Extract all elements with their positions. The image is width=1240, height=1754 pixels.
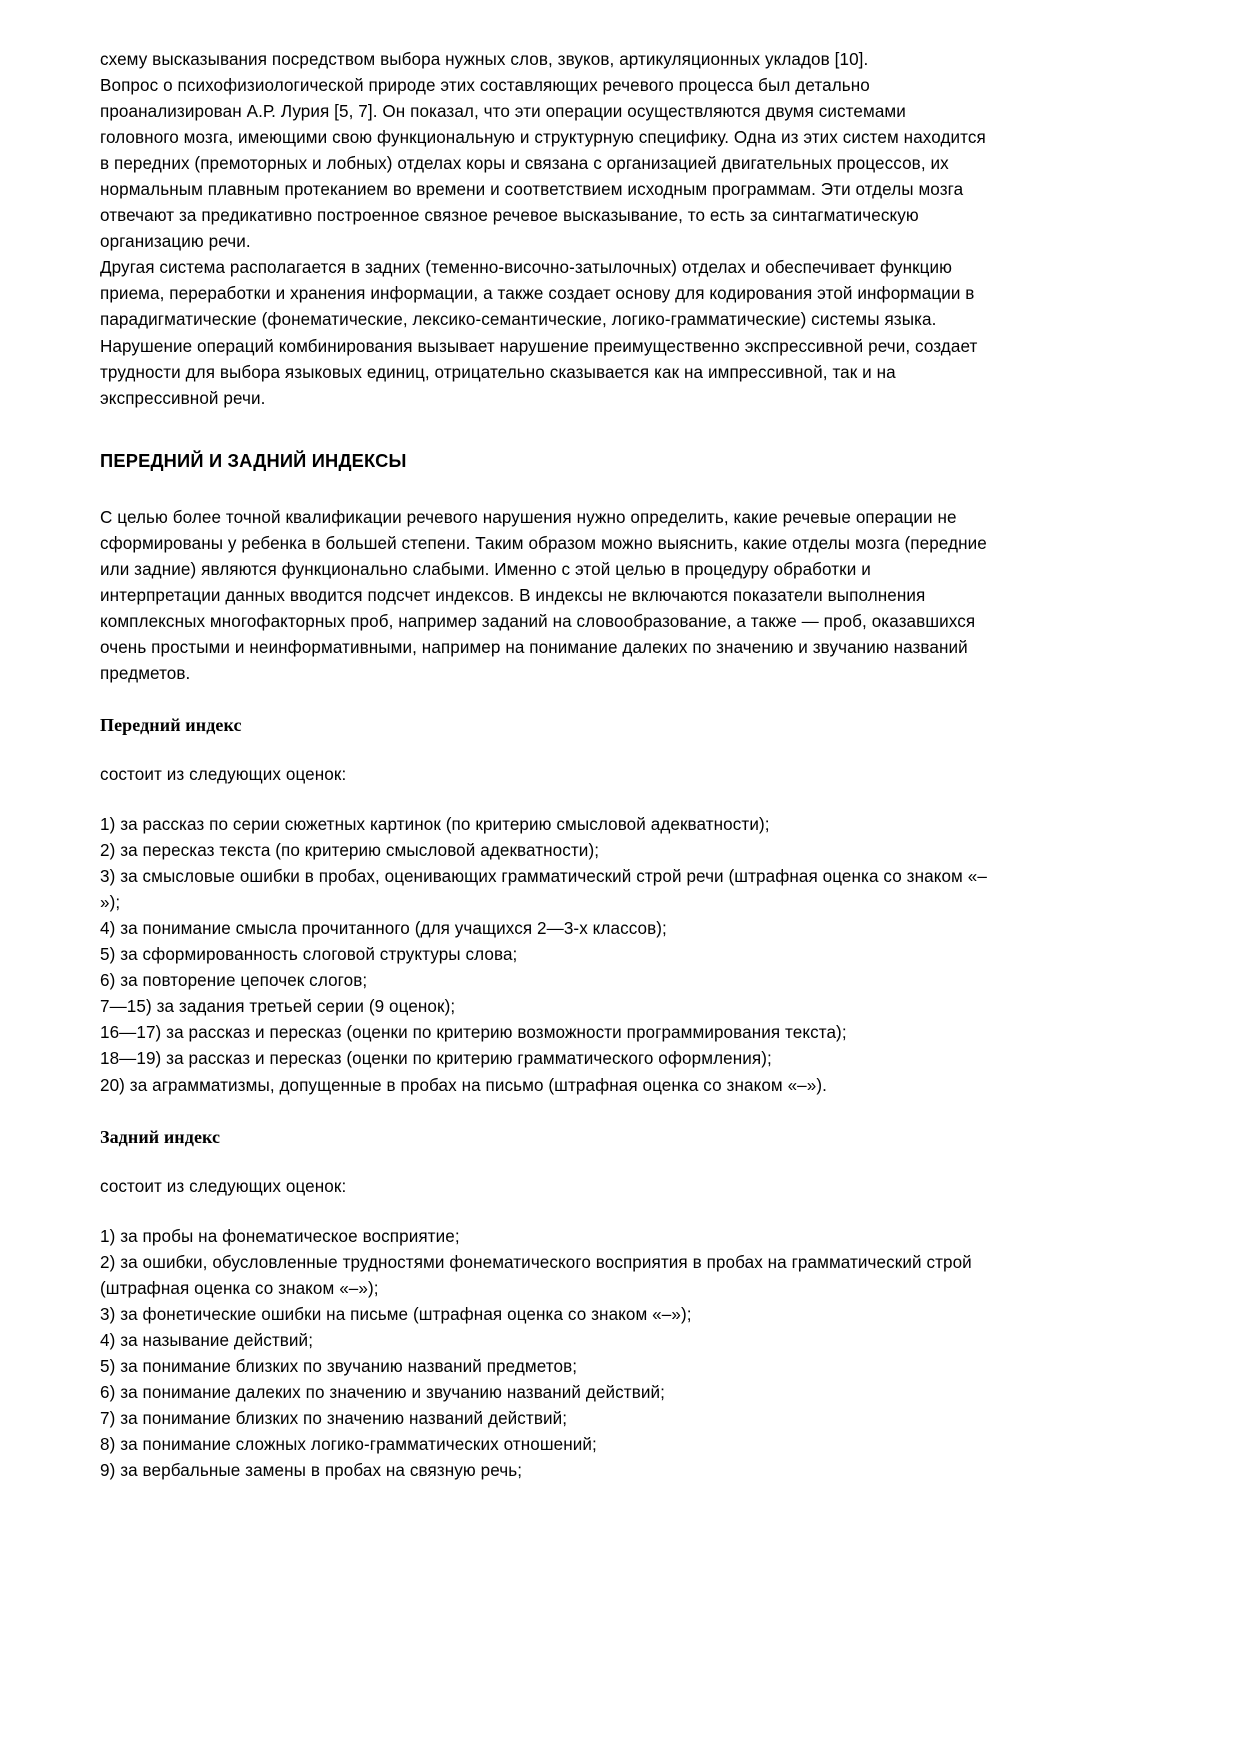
list-item <box>100 1302 1142 1328</box>
list-item <box>100 812 1142 838</box>
text-line: или задние) являются функционально слабыми. Именно с этой целью в процедуру обработки и <box>100 559 871 579</box>
text-line: 6) за понимание далеких по значению и звучанию названий действий; <box>100 1382 665 1402</box>
text-line: 9) за вербальные замены в пробах на связную речь; <box>100 1461 523 1481</box>
list-item <box>100 1046 1142 1072</box>
posterior-index-list <box>100 1224 1142 1484</box>
subheading-anterior-index: Передний индекс <box>100 714 242 735</box>
text-line: 3) за смысловые ошибки в пробах, оценивающих грамматический строй речи (штрафная оценка со знаком «– <box>100 867 987 887</box>
text-line: 20) за аграмматизмы, допущенные в пробах на письмо (штрафная оценка со знаком «–»). <box>100 1075 827 1095</box>
text-line: 2) за ошибки, обусловленные трудностями фонематического восприятия в пробах на грамматический строй <box>100 1252 972 1272</box>
text-line: »); <box>100 893 121 913</box>
text-line: очень простыми и неинформативными, например на понимание далеких по значению и звучанию названий <box>100 637 968 657</box>
text-line: отвечают за предикативно построенное связное речевое высказывание, то есть за синтагматическую <box>100 206 919 226</box>
list-item <box>100 1224 1142 1250</box>
list-item <box>100 1432 1142 1458</box>
text-line: 2) за пересказ текста (по критерию смысловой адекватности); <box>100 841 600 861</box>
text-line: Вопрос о психофизиологической природе этих составляющих речевого процесса был детально <box>100 76 870 96</box>
text-line: 5) за понимание близких по звучанию названий предметов; <box>100 1356 578 1376</box>
text-line: интерпретации данных вводится подсчет индексов. В индексы не включаются показатели выполнения <box>100 585 926 605</box>
text-line: 7) за понимание близких по значению названий действий; <box>100 1408 568 1428</box>
spacer <box>100 1150 1142 1174</box>
text-line: приема, переработки и хранения информации, а также создает основу для кодирования этой информации в <box>100 284 975 304</box>
text-line: Нарушение операций комбинирования вызывает нарушение преимущественно экспрессивной речи, создает <box>100 336 978 356</box>
list-item <box>100 968 1142 994</box>
list-item <box>100 994 1142 1020</box>
text-line: нормальным плавным протеканием во времени и соответствием исходным программам. Эти отделы мозга <box>100 180 964 200</box>
subheading-posterior-index: Задний индекс <box>100 1126 221 1147</box>
text-line: головного мозга, имеющими свою функциональную и структурную специфику. Одна из этих систем находится <box>100 128 986 148</box>
list-item <box>100 1073 1142 1099</box>
list-item <box>100 916 1142 942</box>
list-item <box>100 942 1142 968</box>
list-item <box>100 1406 1142 1432</box>
text-line: организацию речи. <box>100 232 251 252</box>
text-line: 6) за повторение цепочек слогов; <box>100 971 368 991</box>
spacer <box>100 687 1142 713</box>
text-line: 3) за фонетические ошибки на письме (штрафная оценка со знаком «–»); <box>100 1304 692 1324</box>
spacer <box>100 1099 1142 1125</box>
spacer <box>100 1200 1142 1224</box>
list-item <box>100 1354 1142 1380</box>
text-line: 16—17) за рассказ и пересказ (оценки по критерию возможности программирования текста); <box>100 1023 847 1043</box>
text-line: экспрессивной речи. <box>100 388 266 408</box>
list-item <box>100 1020 1142 1046</box>
text-line: 4) за называние действий; <box>100 1330 314 1350</box>
text-line: Другая система располагается в задних (теменно-височно-затылочных) отделах и обеспечивает функцию <box>100 258 953 278</box>
text-column <box>100 47 1142 1484</box>
spacer <box>100 788 1142 812</box>
paragraph-posterior-system <box>100 255 1142 411</box>
text-line: 7—15) за задания третьей серии (9 оценок); <box>100 997 456 1017</box>
text-line: С целью более точной квалификации речевого нарушения нужно определить, какие речевые операции не <box>100 507 957 527</box>
paragraph-speech-scheme <box>100 47 1142 255</box>
text-line: предметов. <box>100 663 191 683</box>
text-line: (штрафная оценка со знаком «–»); <box>100 1278 379 1298</box>
posterior-index-lead-in: состоит из следующих оценок: <box>100 1176 347 1196</box>
spacer <box>100 474 1142 505</box>
text-line: 1) за пробы на фонематическое восприятие; <box>100 1226 460 1246</box>
list-item <box>100 838 1142 864</box>
section-heading-indices: ПЕРЕДНИЙ И ЗАДНИЙ ИНДЕКСЫ <box>100 449 407 471</box>
anterior-index-list <box>100 812 1142 1099</box>
text-line: комплексных многофакторных проб, например заданий на словообразование, а также — проб, оказавшихся <box>100 611 976 631</box>
spacer <box>100 738 1142 762</box>
text-line: парадигматические (фонематические, лексико-семантические, логико-грамматические) системы языка. <box>100 310 937 330</box>
text-line: проанализирован А.Р. Лурия [5, 7]. Он показал, что эти операции осуществляются двумя системами <box>100 102 906 122</box>
paragraph-index-purpose <box>100 505 1142 687</box>
text-line: схему высказывания посредством выбора нужных слов, звуков, артикуляционных укладов [10]. <box>100 50 869 69</box>
list-item <box>100 1380 1142 1406</box>
text-line: 1) за рассказ по серии сюжетных картинок (по критерию смысловой адекватности); <box>100 815 770 835</box>
text-line: в передних (премоторных и лобных) отделах коры и связана с организацией двигательных процессов, их <box>100 154 949 174</box>
list-item <box>100 1250 1142 1302</box>
list-item <box>100 864 1142 916</box>
text-line: сформированы у ребенка в большей степени. Таким образом можно выяснить, какие отделы мозга (передние <box>100 533 987 553</box>
text-line: 8) за понимание сложных логико-грамматических отношений; <box>100 1434 597 1454</box>
anterior-index-lead-in: состоит из следующих оценок: <box>100 764 347 784</box>
text-line: 4) за понимание смысла прочитанного (для учащихся 2—3-х классов); <box>100 919 667 939</box>
text-line: трудности для выбора языковых единиц, отрицательно сказывается как на импрессивной, так и на <box>100 362 896 382</box>
text-line: 18—19) за рассказ и пересказ (оценки по критерию грамматического оформления); <box>100 1049 772 1069</box>
text-line: 5) за сформированность слоговой структуры слова; <box>100 945 518 965</box>
list-item <box>100 1328 1142 1354</box>
list-item <box>100 1458 1142 1484</box>
